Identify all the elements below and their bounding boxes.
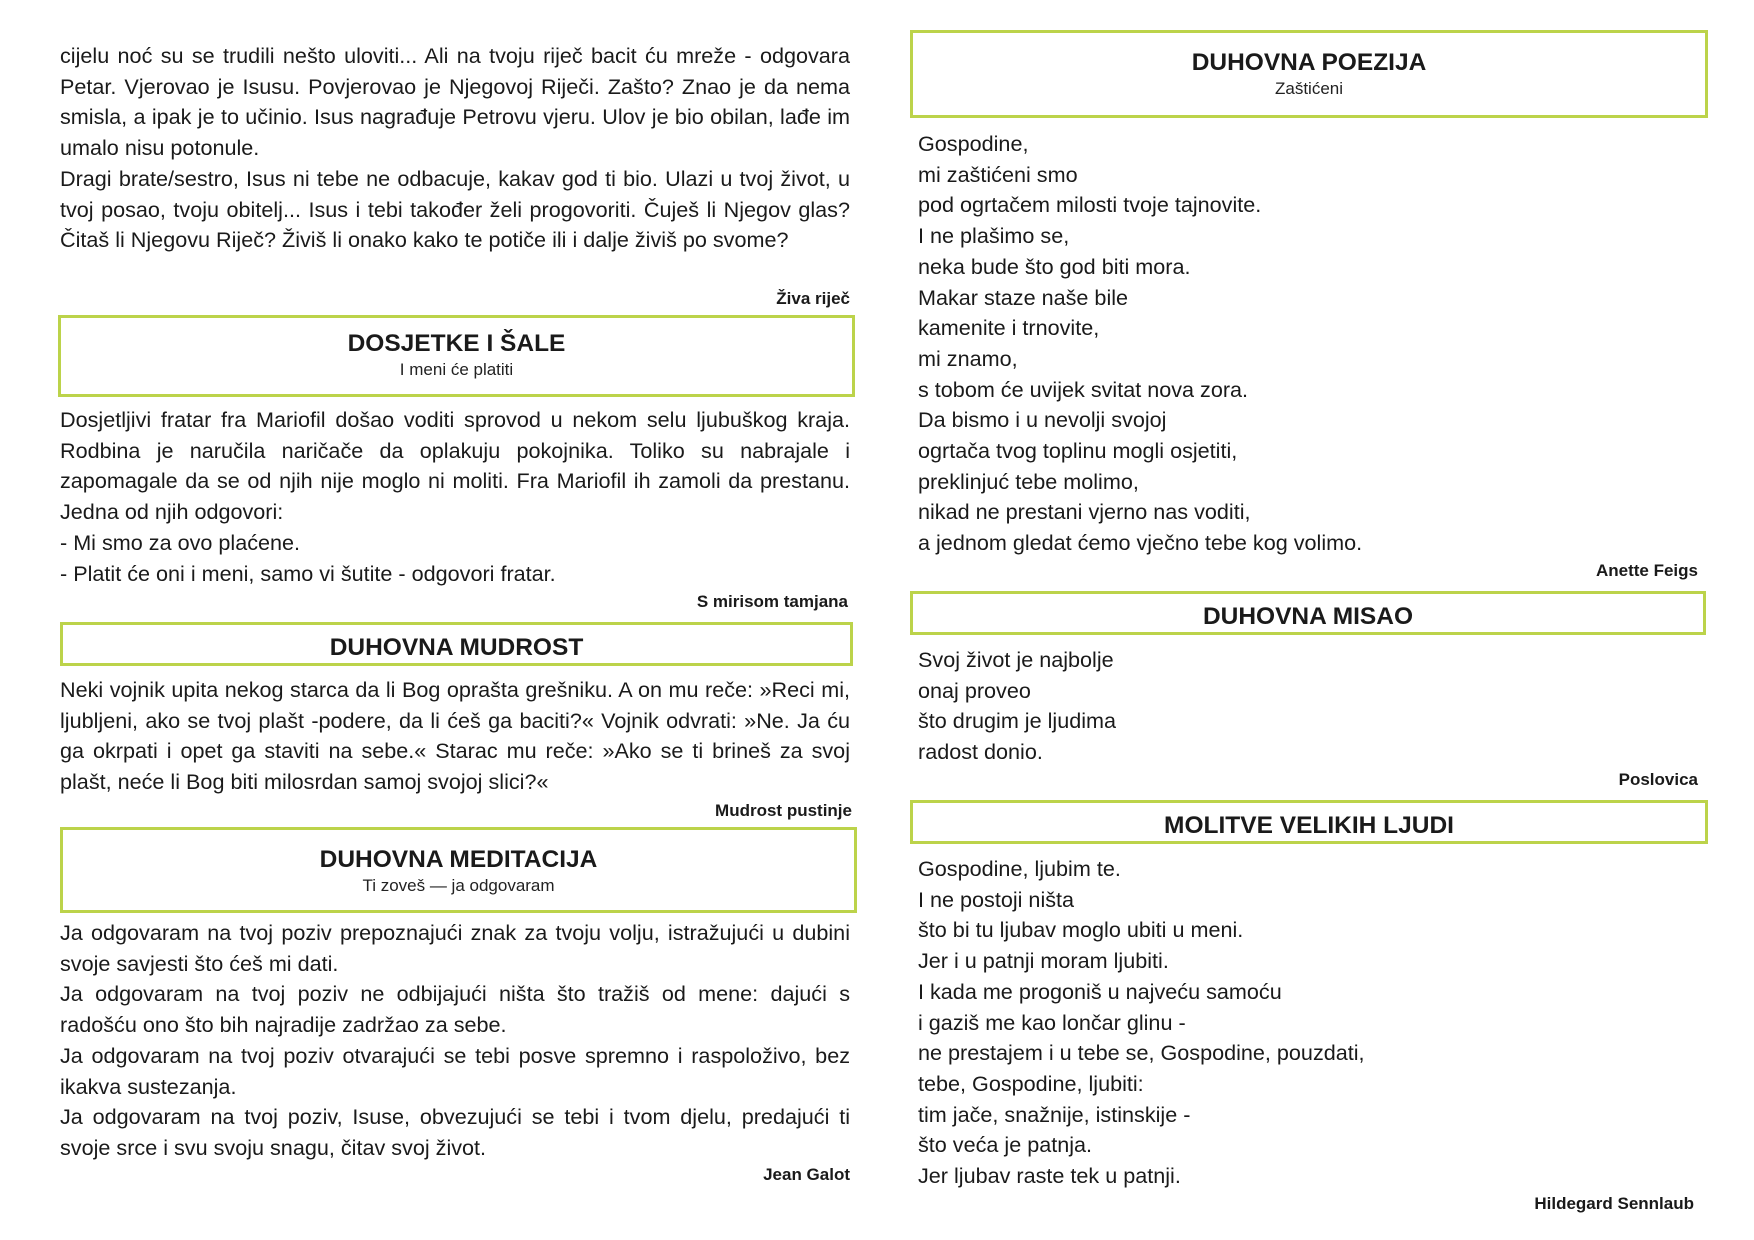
poezija-source: Anette Feigs <box>1595 561 1698 580</box>
poem-line: ogrtača tvog toplinu mogli osjetiti, <box>918 438 1238 464</box>
poem-line: I ne postoji ništa <box>918 886 1075 912</box>
poem-line: neka bude što god biti mora. <box>918 253 1191 279</box>
meditacija-paragraph-1: Ja odgovaram na tvoj poziv prepoznajući znak za tvoju volju, istražujući u dubini svoje savjesti što ćeš mi dati. <box>60 920 850 976</box>
misao-source: Poslovica <box>1618 770 1698 789</box>
intro-text <box>60 41 850 256</box>
poem-line: što bi tu ljubav moglo ubiti u meni. <box>918 917 1244 943</box>
meditacija-paragraph-3: Ja odgovaram na tvoj poziv otvarajući se tebi posve spremno i raspoloživo, bez ikakva sustezanja. <box>60 1042 850 1099</box>
intro-paragraph-1: cijelu noć su se trudili nešto uloviti... Ali na tvoju riječ bacit ću mreže - odgovara Petar. Vjerovao je Isusu. Povjerovao je Njegovoj Riječi. Zašto? Znao je da nema smisla, a ipak je to učinio. Isus nagrađuje Petrovu vjeru. Ulov je bio obilan, lađe im umalo nisu potonule. <box>60 43 850 161</box>
dosjetke-body <box>60 405 850 589</box>
meditacija-body <box>60 918 850 1164</box>
mudrost-paragraph: Neki vojnik upita nekog starca da li Bog oprašta grešniku. A on mu reče: »Reci mi, ljubljeni, ako se tvoj plašt -podere, da li ćeš ga baciti?« Vojnik odvrati: »Ne. Ja ću ga okrpati i opet ga staviti na sebe.« Starac mu reče: »Ako se ti brineš za svoj plašt, neće li Bog biti milosrdan samoj svojoj slici?« <box>60 677 850 795</box>
dosjetke-source: S mirisom tamjana <box>696 592 848 611</box>
poem-line: i gaziš me kao lončar glinu - <box>918 1009 1186 1035</box>
poem-line: tebe, Gospodine, ljubiti: <box>918 1070 1144 1096</box>
misao-header <box>910 591 1706 635</box>
dosjetke-paragraph: Dosjetljivi fratar fra Mariofil došao voditi sprovod u nekom selu ljubuškog kraja. Rodbina je naručila naričače da oplakuju pokojnika. Toliko su nabrajale i zapomagale da se od njih nije moglo ni moliti. Fra Mariofil ih zamoli da prestanu. Jedna od njih odgovori: <box>60 407 850 525</box>
poezija-poem <box>918 129 1362 559</box>
poezija-header <box>910 30 1708 118</box>
poezija-title: DUHOVNA POEZIJA <box>1191 49 1427 76</box>
poem-line: preklinjuć tebe molimo, <box>918 468 1139 494</box>
poem-line: pod ogrtačem milosti tvoje tajnovite. <box>918 192 1262 218</box>
dosjetke-header <box>58 315 855 397</box>
dosjetke-line-1: - Mi smo za ovo plaćene. <box>60 529 301 555</box>
mudrost-title: DUHOVNA MUDROST <box>329 634 584 661</box>
poem-line: mi zaštićeni smo <box>918 161 1078 187</box>
molitve-title: MOLITVE VELIKIH LJUDI <box>1164 812 1454 839</box>
mudrost-source: Mudrost pustinje <box>715 801 852 820</box>
molitve-header <box>910 800 1708 844</box>
poem-line: Jer i u patnji moram ljubiti. <box>918 948 1169 974</box>
poem-line: Svoj život je najbolje <box>918 647 1114 672</box>
poem-line: ne prestajem i u tebe se, Gospodine, pouzdati, <box>918 1040 1365 1066</box>
poem-line: Gospodine, ljubim te. <box>918 856 1121 881</box>
misao-poem <box>918 645 1116 768</box>
poezija-subtitle: Zaštićeni <box>1274 79 1344 98</box>
poem-line: što drugim je ljudima <box>918 708 1117 734</box>
poem-line: što veća je patnja. <box>918 1132 1093 1158</box>
intro-source: Živa riječ <box>776 289 850 308</box>
poem-line: Jer ljubav raste tek u patnji. <box>918 1163 1181 1189</box>
poem-line: onaj proveo <box>918 677 1031 703</box>
meditacija-source: Jean Galot <box>763 1165 850 1184</box>
poem-line: mi znamo, <box>918 345 1018 371</box>
poem-line: a jednom gledat ćemo vječno tebe kog volimo. <box>918 530 1363 556</box>
poem-line: Da bismo i u nevolji svojoj <box>918 407 1167 433</box>
dosjetke-line-2: - Platit će oni i meni, samo vi šutite - odgovori fratar. <box>60 560 556 586</box>
meditacija-header <box>60 827 857 913</box>
poem-line: nikad ne prestani vjerno nas voditi, <box>918 499 1251 525</box>
molitve-source: Hildegard Sennlaub <box>1534 1194 1694 1213</box>
mudrost-body <box>60 675 850 798</box>
meditacija-subtitle: Ti zoveš — ja odgovaram <box>362 876 555 895</box>
poem-line: Makar staze naše bile <box>918 284 1129 310</box>
mudrost-header <box>60 622 853 666</box>
poem-line: radost donio. <box>918 739 1043 765</box>
meditacija-paragraph-4: Ja odgovaram na tvoj poziv, Isuse, obvezujući se tebi i tvom djelu, predajući ti svoje srce i svu svoju snagu, čitav svoj život. <box>60 1104 850 1160</box>
molitve-poem <box>918 854 1365 1192</box>
poem-line: I kada me progoniš u najveću samoću <box>918 978 1282 1004</box>
poem-line: kamenite i trnovite, <box>918 315 1100 341</box>
misao-title: DUHOVNA MISAO <box>1202 603 1414 630</box>
dosjetke-subtitle: I meni će platiti <box>399 360 514 379</box>
meditacija-paragraph-2: Ja odgovaram na tvoj poziv ne odbijajući ništa što tražiš od mene: dajući s radošću ono što bih najradije zadržao za sebe. <box>60 981 850 1038</box>
poem-line: Gospodine, <box>918 131 1029 156</box>
meditacija-title: DUHOVNA MEDITACIJA <box>319 846 598 873</box>
poem-line: s tobom će uvijek svitat nova zora. <box>918 376 1249 402</box>
intro-paragraph-2: Dragi brate/sestro, Isus ni tebe ne odbacuje, kakav god ti bio. Ulazi u tvoj život, u tvoj posao, tvoju obitelj... Isus i tebi također želi progovoriti. Čuješ li Njegov glas? Čitaš li Njegovu Riječ? Živiš li onako kako te potiče ili i dalje živiš po svome? <box>60 165 850 253</box>
poem-line: tim jače, snažnije, istinskije - <box>918 1101 1191 1127</box>
dosjetke-title: DOSJETKE I ŠALE <box>347 330 566 357</box>
poem-line: I ne plašimo se, <box>918 223 1070 249</box>
